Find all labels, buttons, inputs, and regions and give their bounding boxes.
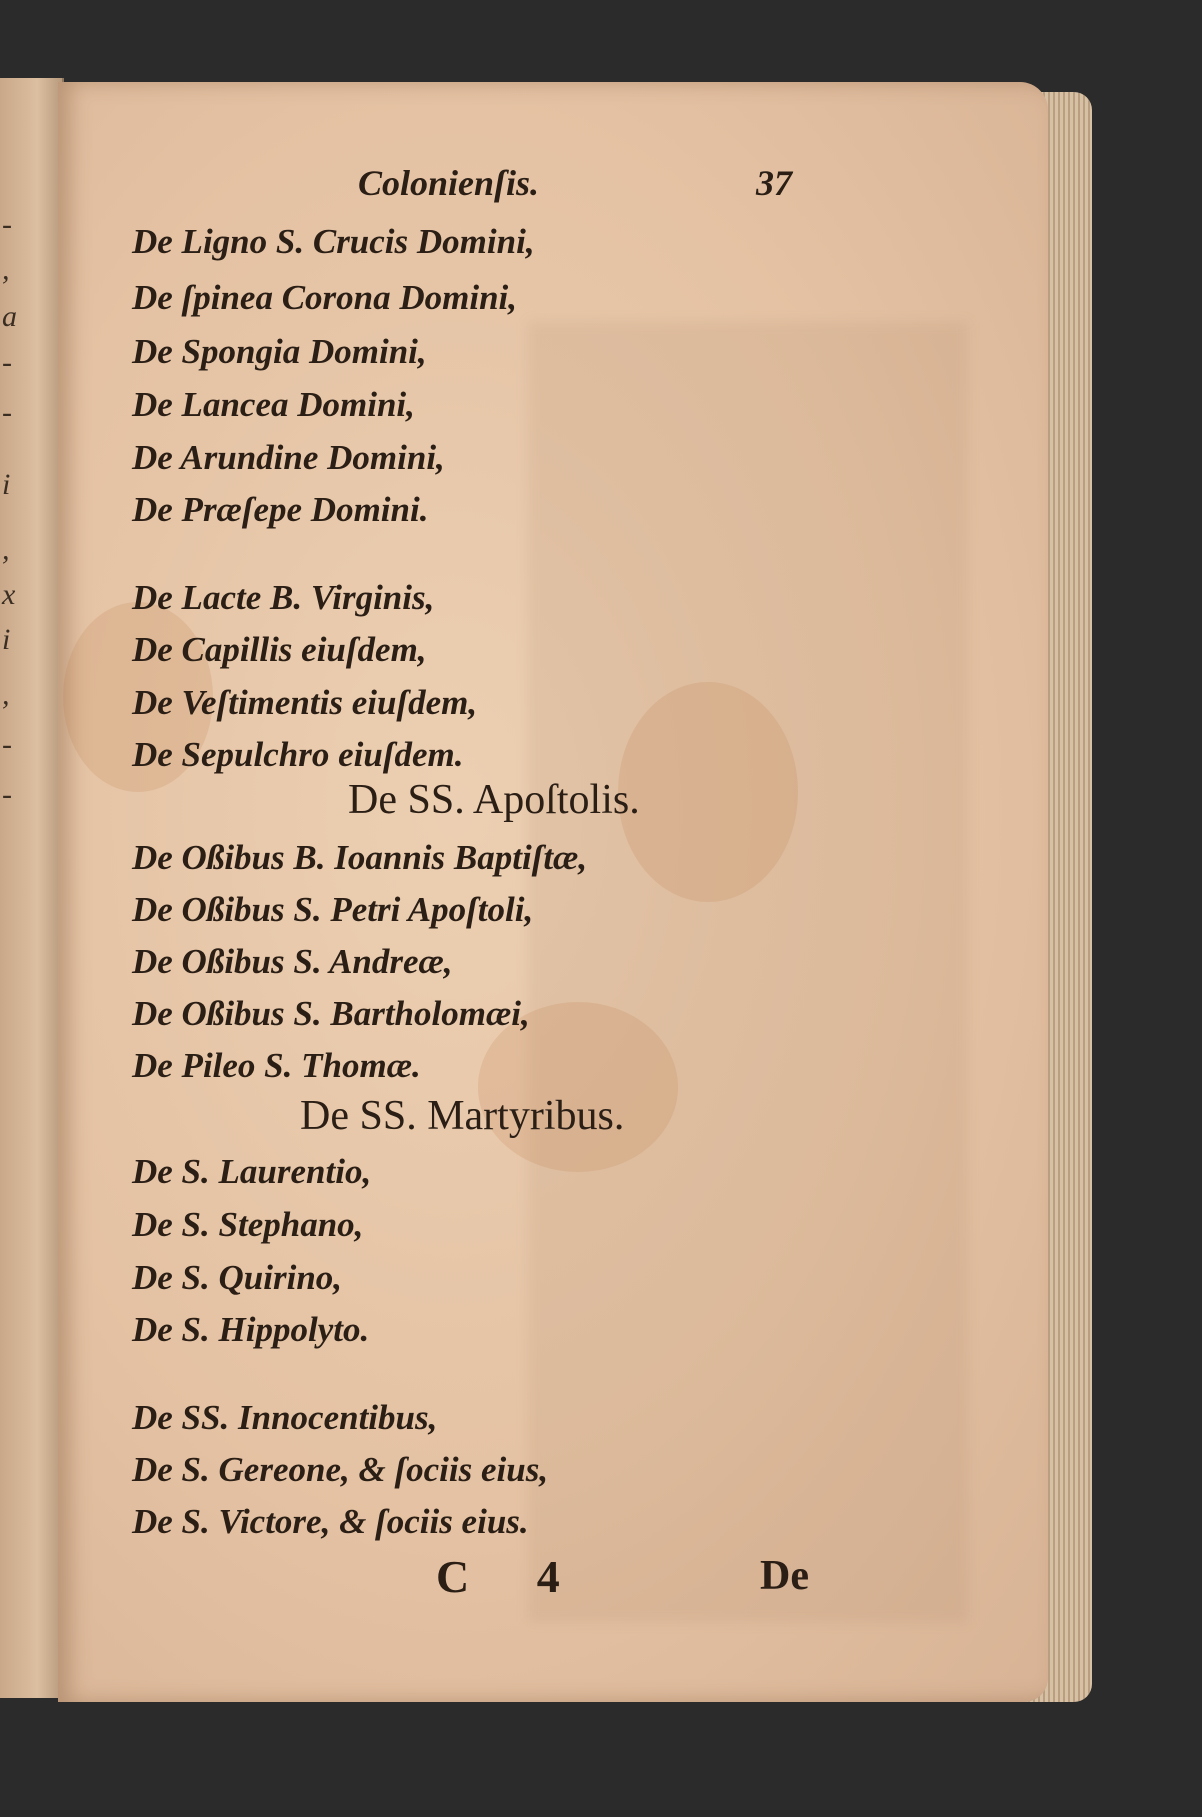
text-line: De Oßibus B. Ioannis Baptiſtæ, <box>132 838 588 877</box>
text-line: De Pileo S. Thomæ. <box>132 1046 421 1085</box>
text-line: De Præſepe Domini. <box>132 490 429 529</box>
text-line: De Oßibus S. Petri Apoſtoli, <box>132 890 534 929</box>
left-edge-glyph: - <box>2 346 12 379</box>
text-line: De S. Gereone, & ſociis eius, <box>132 1450 549 1489</box>
text-line: De Lacte B. Virginis, <box>132 578 435 617</box>
left-edge-glyph: , <box>2 253 10 286</box>
text-line: De S. Hippolyto. <box>132 1310 370 1349</box>
left-edge-glyph: x <box>2 578 16 611</box>
signature-mark: C 4 <box>436 1551 588 1602</box>
show-through-bleed <box>528 322 968 1622</box>
running-head: Colonienſis. <box>358 163 540 203</box>
section-heading-apostles: De SS. Apoſtolis. <box>348 777 640 823</box>
section-heading-martyrs: De SS. Martyribus. <box>300 1093 625 1139</box>
text-line: De SS. Innocentibus, <box>132 1398 438 1437</box>
text-line: De S. Victore, & ſociis eius. <box>132 1502 529 1541</box>
text-line: De Spongia Domini, <box>132 332 427 371</box>
page-number: 37 <box>756 163 792 203</box>
text-line: De Oßibus S. Andreæ, <box>132 942 453 981</box>
catchword: De <box>760 1553 809 1599</box>
left-edge-glyph: i <box>2 468 11 501</box>
text-line: De Oßibus S. Bartholomæi, <box>132 994 530 1033</box>
text-line: De ſpinea Corona Domini, <box>132 278 518 317</box>
text-line: De Veſtimentis eiuſdem, <box>132 683 478 722</box>
text-line: De S. Laurentio, <box>132 1152 372 1191</box>
text-line: De S. Stephano, <box>132 1205 364 1244</box>
left-edge-glyph: - <box>2 728 12 761</box>
text-line: De Ligno S. Crucis Domini, <box>132 222 535 261</box>
text-line: De Capillis eiuſdem, <box>132 630 427 669</box>
left-edge-glyph: i <box>2 623 11 656</box>
left-edge-glyph: a <box>2 300 17 333</box>
left-edge-glyph: , <box>2 678 10 711</box>
left-edge-glyph: - <box>2 778 12 811</box>
left-edge-glyph: - <box>2 396 12 429</box>
text-line: De Arundine Domini, <box>132 438 445 477</box>
left-page-edge <box>0 78 64 1698</box>
left-edge-glyph: , <box>2 533 10 566</box>
text-line: De S. Quirino, <box>132 1258 343 1297</box>
text-line: De Lancea Domini, <box>132 385 415 424</box>
foxing-stain <box>618 682 798 902</box>
text-line: De Sepulchro eiuſdem. <box>132 735 464 774</box>
left-edge-glyph: - <box>2 208 12 241</box>
